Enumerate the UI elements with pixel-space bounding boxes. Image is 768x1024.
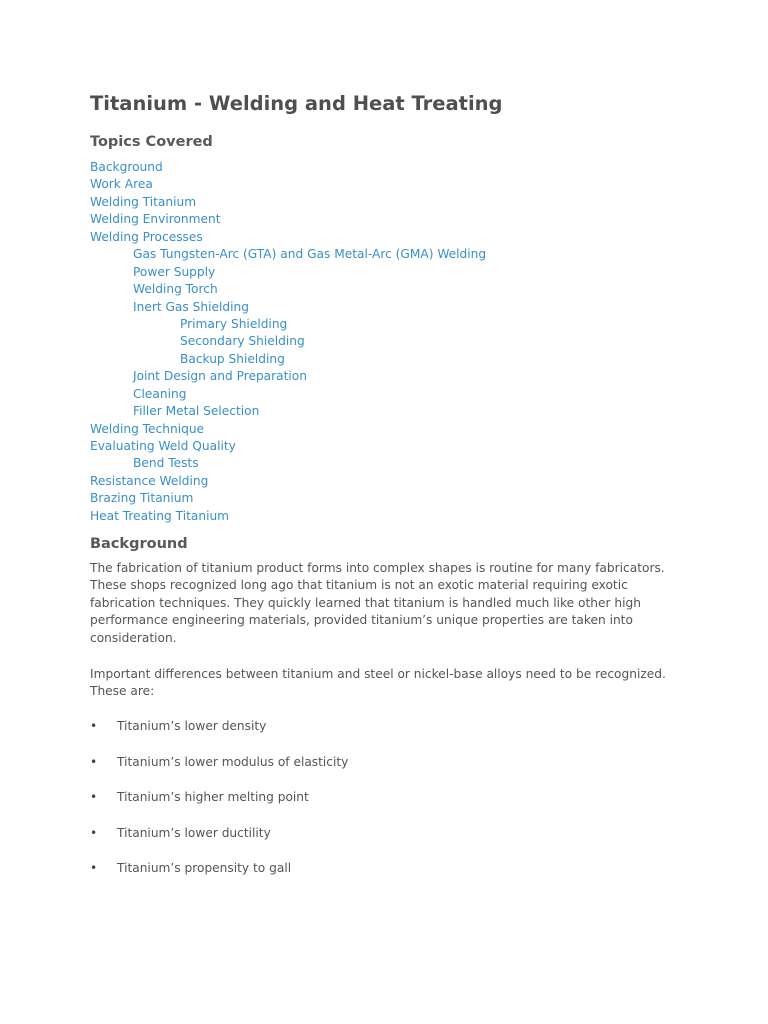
toc-link[interactable]: Brazing Titanium <box>90 491 194 506</box>
toc-link[interactable]: Backup Shielding <box>180 351 285 366</box>
topics-covered-heading: Topics Covered <box>90 134 213 150</box>
bullet-icon: • <box>90 754 98 769</box>
toc-link[interactable]: Bend Tests <box>133 456 199 471</box>
bullet-icon: • <box>90 790 98 804</box>
toc-link[interactable]: Secondary Shielding <box>180 334 305 349</box>
background-paragraph-2: Important differences between titanium and steel or nickel-base alloys need to be recognized. These are: <box>90 667 666 699</box>
toc-link[interactable]: Welding Torch <box>133 282 218 297</box>
toc-link[interactable]: Heat Treating Titanium <box>90 508 230 523</box>
list-item-text: Titanium’s higher melting point <box>117 790 309 804</box>
toc-link[interactable]: Welding Titanium <box>90 194 197 209</box>
toc-link[interactable]: Evaluating Weld Quality <box>90 439 236 453</box>
table-of-contents <box>90 159 486 525</box>
document-title: Titanium - Welding and Heat Treating <box>90 92 503 115</box>
toc-link[interactable]: Welding Technique <box>90 421 205 436</box>
list-item-text: Titanium’s propensity to gall <box>117 861 292 875</box>
toc-link[interactable]: Background <box>90 160 163 174</box>
background-heading: Background <box>90 536 188 552</box>
background-paragraph-1: The fabrication of titanium product forms into complex shapes is routine for many fabricators. These shops recognized long ago that titanium is not an exotic material requiring exotic fabrication techniques. They quickly learned that titanium is handled much like other high performance engineering materials, provided titanium’s unique properties are taken into consideration. <box>90 561 665 645</box>
toc-link[interactable]: Joint Design and Preparation <box>133 369 307 384</box>
toc-link[interactable]: Gas Tungsten-Arc (GTA) and Gas Metal-Arc (GMA) Welding <box>133 247 487 262</box>
list-item-text: Titanium’s lower modulus of elasticity <box>117 754 349 769</box>
toc-link[interactable]: Work Area <box>90 177 153 192</box>
bullet-icon: • <box>90 861 98 875</box>
toc-link[interactable]: Cleaning <box>133 386 187 401</box>
bullet-icon: • <box>90 825 98 840</box>
list-item-text: Titanium’s lower ductility <box>117 825 271 840</box>
list-item-text: Titanium’s lower density <box>117 719 267 733</box>
toc-link[interactable]: Inert Gas Shielding <box>133 299 249 314</box>
toc-link[interactable]: Filler Metal Selection <box>133 404 260 419</box>
bullet-icon: • <box>90 719 98 733</box>
toc-link[interactable]: Power Supply <box>133 264 216 279</box>
toc-link[interactable]: Resistance Welding <box>90 473 209 488</box>
toc-link[interactable]: Welding Processes <box>90 229 203 244</box>
toc-link[interactable]: Welding Environment <box>90 212 221 227</box>
toc-link[interactable]: Primary Shielding <box>180 316 288 331</box>
